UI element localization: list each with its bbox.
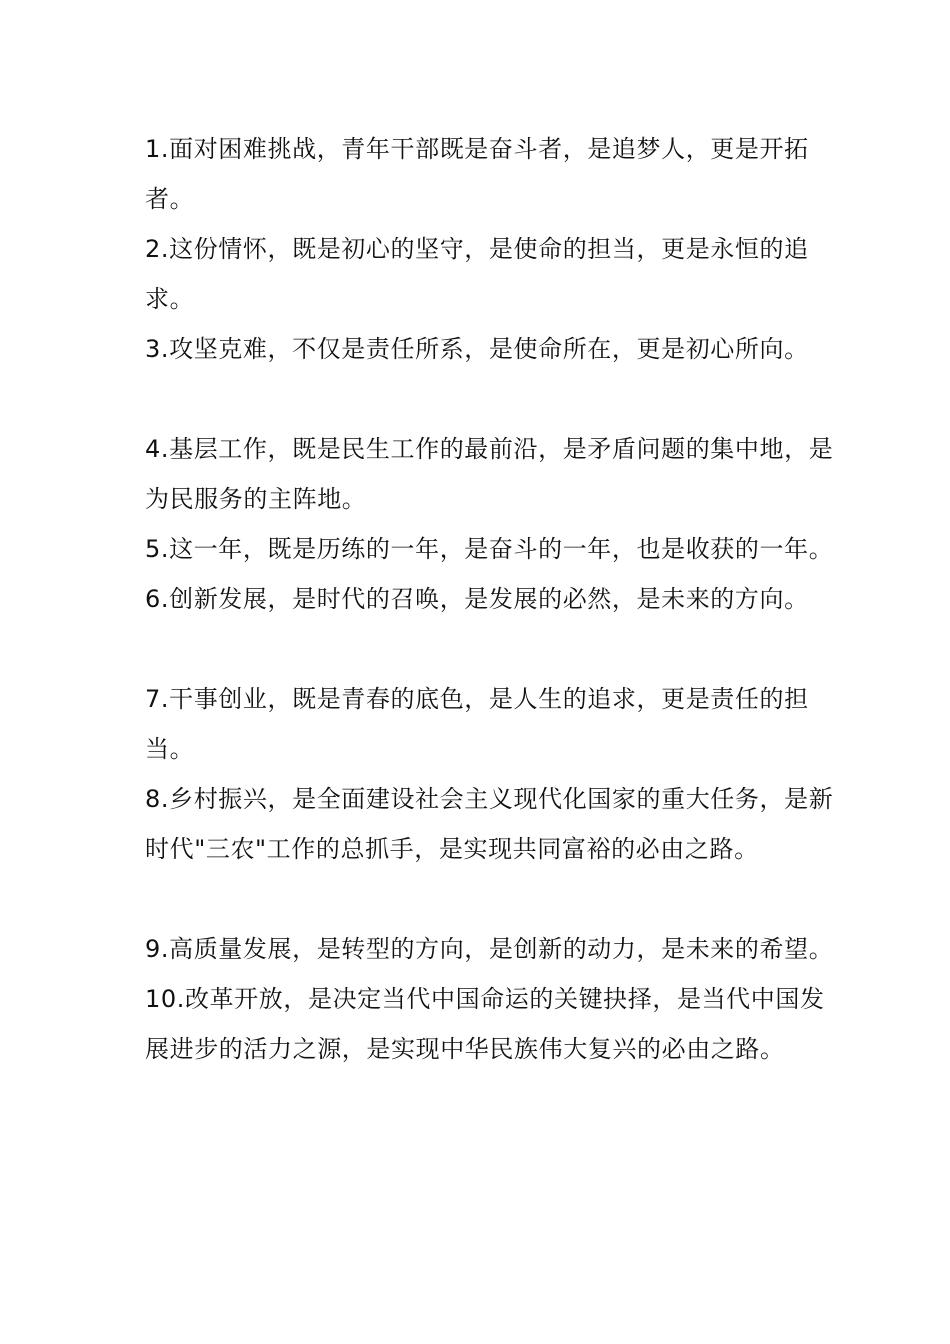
- paragraph-9: 9.高质量发展，是转型的方向，是创新的动力，是未来的希望。: [145, 935, 834, 963]
- paragraph-2: 2.这份情怀，既是初心的坚守，是使命的担当，更是永恒的追求。: [145, 235, 809, 313]
- paragraph-10: 10.改革开放，是决定当代中国命运的关键抉择，是当代中国发展进步的活力之源，是实现中华民族伟大复兴的必由之路。: [145, 985, 825, 1063]
- paragraph-8: 8.乡村振兴，是全面建设社会主义现代化国家的重大任务，是新时代"三农"工作的总抓手，是实现共同富裕的必由之路。: [145, 785, 834, 863]
- paragraph-5: 5.这一年，既是历练的一年，是奋斗的一年，也是收获的一年。: [145, 535, 834, 563]
- paragraph-4: 4.基层工作，既是民生工作的最前沿，是矛盾问题的集中地，是为民服务的主阵地。: [145, 435, 834, 513]
- paragraph-6: 6.创新发展，是时代的召唤，是发展的必然，是未来的方向。: [145, 585, 809, 613]
- paragraph-1: 1.面对困难挑战，青年干部既是奋斗者，是追梦人，更是开拓者。: [145, 135, 809, 213]
- paragraph-3: 3.攻坚克难，不仅是责任所系，是使命所在，更是初心所向。: [145, 335, 809, 363]
- paragraph-7: 7.干事创业，既是青春的底色，是人生的追求，更是责任的担当。: [145, 685, 809, 763]
- document-body: [145, 124, 835, 1074]
